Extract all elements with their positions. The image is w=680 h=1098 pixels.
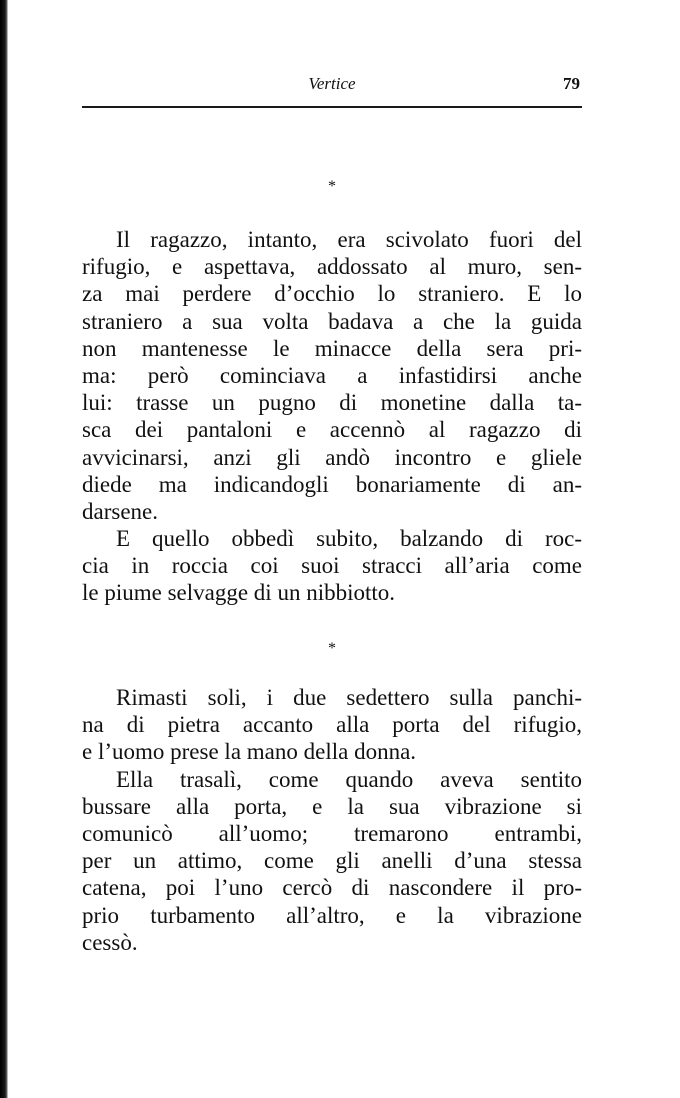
text-line: diede ma indicandogli bonariamente di an- (82, 471, 582, 497)
text-line: cia in roccia coi suoi stracci all’aria come (82, 553, 582, 579)
text-line: avvicinarsi, anzi gli andò incontro e gliele (82, 444, 582, 470)
text-line: per un attimo, come gli anelli d’una stessa (82, 848, 582, 874)
text-line: e l’uomo prese la mano della donna. (82, 739, 417, 765)
text-line: le piume selvagge di un nibbiotto. (82, 580, 396, 606)
text-line: rifugio, e aspettava, addossato al muro, sen- (82, 254, 582, 280)
text-line: za mai perdere d’occhio lo straniero. E lo (82, 281, 582, 307)
book-spine-shadow (0, 0, 8, 1098)
passage-2 (82, 684, 582, 956)
passage-1 (82, 226, 582, 607)
text-line: comunicò all’uomo; tremarono entrambi, (82, 820, 582, 846)
text-line: Rimasti soli, i due sedettero sulla panchi- (116, 685, 582, 710)
page-number: 79 (563, 74, 580, 93)
running-head (82, 74, 582, 100)
text-line: darsene. (82, 498, 158, 524)
running-title: Vertice (308, 74, 356, 93)
text-line: E quello obbedì subito, balzando di roc- (116, 526, 582, 552)
header-rule (82, 106, 582, 108)
text-line: bussare alla porta, e la sua vibrazione si (82, 793, 582, 819)
text-line: na di pietra accanto alla porta del rifugio, (82, 712, 582, 738)
text-line: catena, poi l’uno cercò di nascondere il pro- (82, 875, 582, 901)
text-line: non mantenesse le minacce della sera pri- (82, 335, 582, 361)
text-line: ma: però cominciava a infastidirsi anche (82, 362, 582, 388)
book-page (82, 0, 582, 1098)
section-break-asterisk: * (328, 640, 336, 657)
text-line: Il ragazzo, intanto, era scivolato fuori del (116, 227, 582, 252)
text-line: sca dei pantaloni e accennò al ragazzo di (82, 417, 582, 443)
text-line: straniero a sua volta badava a che la guida (82, 308, 582, 334)
text-line: prio turbamento all’altro, e la vibrazione (82, 902, 582, 928)
text-line: lui: trasse un pugno di monetine dalla ta- (82, 390, 582, 416)
text-line: Ella trasalì, come quando aveva sentito (116, 766, 582, 792)
section-break-asterisk: * (328, 178, 336, 195)
text-line: cessò. (82, 929, 138, 955)
